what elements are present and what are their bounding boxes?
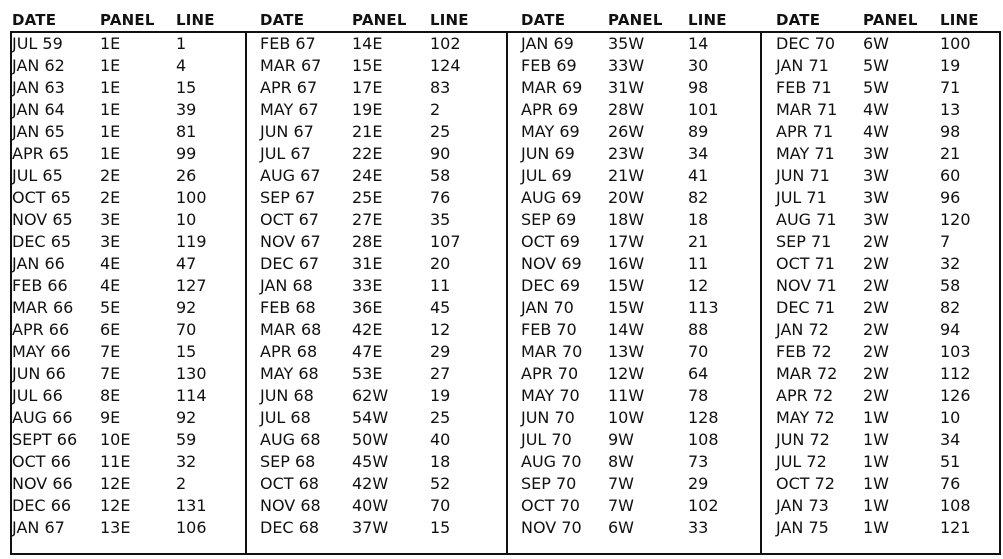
cell-line: 51	[940, 452, 961, 471]
cell-panel: 1W	[863, 452, 889, 471]
cell-panel: 33W	[608, 56, 645, 75]
cell-date: OCT 72	[776, 474, 835, 493]
cell-panel: 1W	[863, 474, 889, 493]
cell-panel: 4W	[863, 122, 889, 141]
cell-panel: 3W	[863, 188, 889, 207]
cell-date: SEP 68	[260, 452, 316, 471]
cell-date: SEP 69	[521, 210, 577, 229]
cell-panel: 1W	[863, 430, 889, 449]
cell-panel: 12E	[100, 474, 131, 493]
cell-line: 108	[688, 430, 719, 449]
cell-line: 102	[688, 496, 719, 515]
cell-date: JUN 66	[12, 364, 66, 383]
cell-date: JAN 63	[12, 78, 65, 97]
cell-line: 106	[176, 518, 207, 537]
cell-date: DEC 68	[260, 518, 320, 537]
cell-line: 40	[430, 430, 451, 449]
cell-date: APR 66	[12, 320, 70, 339]
cell-date: DEC 66	[12, 496, 72, 515]
cell-line: 13	[940, 100, 961, 119]
cell-line: 98	[940, 122, 961, 141]
cell-line: 21	[940, 144, 961, 163]
cell-line: 98	[688, 78, 709, 97]
cell-line: 121	[940, 518, 971, 537]
cell-date: AUG 67	[260, 166, 321, 185]
cell-line: 126	[940, 386, 971, 405]
cell-line: 113	[688, 298, 719, 317]
cell-date: FEB 72	[776, 342, 832, 361]
cell-line: 14	[688, 34, 709, 53]
cell-line: 127	[176, 276, 207, 295]
cell-date: MAR 67	[260, 56, 322, 75]
cell-panel: 22E	[352, 144, 383, 163]
cell-date: MAY 70	[521, 386, 580, 405]
cell-date: MAR 66	[12, 298, 74, 317]
cell-panel: 27E	[352, 210, 383, 229]
cell-date: JAN 66	[12, 254, 65, 273]
cell-date: NOV 71	[776, 276, 837, 295]
cell-line: 128	[688, 408, 719, 427]
cell-line: 2	[176, 474, 187, 493]
cell-date: NOV 67	[260, 232, 321, 251]
cell-date: JAN 67	[12, 518, 65, 537]
cell-line: 32	[176, 452, 197, 471]
cell-date: JAN 70	[521, 298, 574, 317]
cell-panel: 2W	[863, 232, 889, 251]
cell-panel: 3W	[863, 144, 889, 163]
cell-line: 29	[430, 342, 451, 361]
cell-date: AUG 71	[776, 210, 837, 229]
cell-panel: 15W	[608, 276, 645, 295]
cell-line: 124	[430, 56, 461, 75]
cell-panel: 8E	[100, 386, 121, 405]
cell-line: 34	[688, 144, 709, 163]
cell-line: 82	[940, 298, 961, 317]
cell-date: JUN 67	[260, 122, 314, 141]
cell-panel: 21W	[608, 166, 645, 185]
cell-line: 58	[430, 166, 451, 185]
cell-date: JAN 73	[776, 496, 829, 515]
cell-panel: 14E	[352, 34, 383, 53]
header-date: DATE	[12, 11, 57, 29]
cell-date: JUL 70	[521, 430, 572, 449]
cell-date: DEC 65	[12, 232, 72, 251]
cell-date: JUN 68	[260, 386, 314, 405]
cell-panel: 2E	[100, 166, 121, 185]
cell-panel: 19E	[352, 100, 383, 119]
cell-line: 15	[430, 518, 451, 537]
cell-panel: 1E	[100, 56, 121, 75]
cell-line: 101	[688, 100, 719, 119]
cell-line: 103	[940, 342, 971, 361]
cell-panel: 31W	[608, 78, 645, 97]
cell-panel: 9E	[100, 408, 121, 427]
cell-date: DEC 71	[776, 298, 836, 317]
cell-panel: 6E	[100, 320, 121, 339]
cell-date: MAR 72	[776, 364, 838, 383]
cell-line: 10	[940, 408, 961, 427]
cell-line: 25	[430, 122, 451, 141]
cell-line: 11	[430, 276, 451, 295]
cell-line: 100	[940, 34, 971, 53]
cell-panel: 6W	[863, 34, 889, 53]
cell-line: 21	[688, 232, 709, 251]
cell-line: 59	[176, 430, 197, 449]
cell-date: MAY 69	[521, 122, 580, 141]
cell-line: 18	[688, 210, 709, 229]
cell-panel: 21E	[352, 122, 383, 141]
cell-line: 29	[688, 474, 709, 493]
cell-panel: 42E	[352, 320, 383, 339]
cell-panel: 2W	[863, 276, 889, 295]
cell-line: 100	[176, 188, 207, 207]
cell-panel: 4E	[100, 254, 121, 273]
header-date: DATE	[776, 11, 821, 29]
cell-panel: 15W	[608, 298, 645, 317]
cell-date: MAY 67	[260, 100, 319, 119]
cell-line: 102	[430, 34, 461, 53]
cell-panel: 17E	[352, 78, 383, 97]
cell-date: JAN 75	[776, 518, 829, 537]
cell-date: JUL 69	[521, 166, 572, 185]
cell-panel: 1W	[863, 518, 889, 537]
cell-date: MAY 72	[776, 408, 835, 427]
header-line: LINE	[688, 11, 727, 29]
cell-panel: 47E	[352, 342, 383, 361]
cell-date: APR 69	[521, 100, 579, 119]
cell-date: SEPT 66	[12, 430, 78, 449]
cell-line: 12	[688, 276, 709, 295]
cell-date: MAR 69	[521, 78, 583, 97]
cell-date: JAN 64	[12, 100, 65, 119]
cell-panel: 17W	[608, 232, 645, 251]
cell-date: JAN 65	[12, 122, 65, 141]
cell-panel: 42W	[352, 474, 389, 493]
cell-line: 45	[430, 298, 451, 317]
cell-line: 15	[176, 78, 197, 97]
cell-line: 1	[176, 34, 187, 53]
cell-date: AUG 68	[260, 430, 321, 449]
cell-line: 26	[176, 166, 197, 185]
cell-date: FEB 67	[260, 34, 316, 53]
cell-panel: 2W	[863, 254, 889, 273]
cell-date: MAR 71	[776, 100, 838, 119]
cell-line: 82	[688, 188, 709, 207]
cell-date: SEP 67	[260, 188, 316, 207]
cell-line: 60	[940, 166, 961, 185]
cell-date: APR 67	[260, 78, 318, 97]
cell-panel: 5W	[863, 56, 889, 75]
cell-line: 12	[430, 320, 451, 339]
cell-panel: 53E	[352, 364, 383, 383]
cell-line: 131	[176, 496, 207, 515]
cell-date: OCT 66	[12, 452, 71, 471]
cell-panel: 1E	[100, 100, 121, 119]
cell-panel: 7W	[608, 474, 634, 493]
cell-line: 119	[176, 232, 207, 251]
cell-date: JUL 68	[260, 408, 311, 427]
cell-line: 70	[688, 342, 709, 361]
cell-panel: 4W	[863, 100, 889, 119]
cell-date: APR 71	[776, 122, 834, 141]
cell-panel: 26W	[608, 122, 645, 141]
cell-date: AUG 70	[521, 452, 582, 471]
cell-line: 32	[940, 254, 961, 273]
cell-date: AUG 69	[521, 188, 582, 207]
cell-date: FEB 68	[260, 298, 316, 317]
cell-panel: 5W	[863, 78, 889, 97]
cell-date: DEC 67	[260, 254, 320, 273]
cell-panel: 7E	[100, 364, 121, 383]
cell-date: SEP 70	[521, 474, 577, 493]
cell-panel: 35W	[608, 34, 645, 53]
cell-line: 70	[176, 320, 197, 339]
cell-panel: 1E	[100, 78, 121, 97]
cell-panel: 40W	[352, 496, 389, 515]
cell-line: 41	[688, 166, 709, 185]
cell-panel: 3W	[863, 166, 889, 185]
cell-date: NOV 68	[260, 496, 321, 515]
cell-panel: 15E	[352, 56, 383, 75]
cell-date: NOV 65	[12, 210, 73, 229]
header-date: DATE	[521, 11, 566, 29]
cell-date: JUN 72	[776, 430, 830, 449]
cell-line: 90	[430, 144, 451, 163]
cell-date: MAY 68	[260, 364, 319, 383]
cell-line: 114	[176, 386, 207, 405]
cell-panel: 45W	[352, 452, 389, 471]
cell-panel: 2W	[863, 364, 889, 383]
cell-date: JAN 69	[521, 34, 574, 53]
cell-panel: 50W	[352, 430, 389, 449]
cell-panel: 1W	[863, 408, 889, 427]
cell-line: 76	[940, 474, 961, 493]
cell-date: JUN 69	[521, 144, 575, 163]
cell-panel: 7E	[100, 342, 121, 361]
cell-panel: 1E	[100, 122, 121, 141]
cell-panel: 36E	[352, 298, 383, 317]
cell-date: SEP 71	[776, 232, 832, 251]
cell-panel: 33E	[352, 276, 383, 295]
cell-line: 71	[940, 78, 961, 97]
cell-line: 7	[940, 232, 951, 251]
cell-panel: 2W	[863, 320, 889, 339]
cell-panel: 6W	[608, 518, 634, 537]
cell-panel: 7W	[608, 496, 634, 515]
cell-panel: 1E	[100, 34, 121, 53]
cell-line: 58	[940, 276, 961, 295]
cell-line: 99	[176, 144, 197, 163]
cell-date: JAN 68	[260, 276, 313, 295]
cell-date: APR 70	[521, 364, 579, 383]
cell-line: 83	[430, 78, 451, 97]
cell-panel: 14W	[608, 320, 645, 339]
cell-panel: 3W	[863, 210, 889, 229]
cell-panel: 13E	[100, 518, 131, 537]
cell-date: APR 68	[260, 342, 318, 361]
cell-line: 107	[430, 232, 461, 251]
cell-date: NOV 69	[521, 254, 582, 273]
cell-panel: 1W	[863, 496, 889, 515]
cell-date: MAR 68	[260, 320, 322, 339]
cell-panel: 20W	[608, 188, 645, 207]
cell-date: APR 72	[776, 386, 834, 405]
cell-line: 73	[688, 452, 709, 471]
cell-date: DEC 69	[521, 276, 581, 295]
cell-date: OCT 67	[260, 210, 319, 229]
cell-line: 39	[176, 100, 197, 119]
cell-line: 33	[688, 518, 709, 537]
header-date: DATE	[260, 11, 305, 29]
cell-line: 112	[940, 364, 971, 383]
cell-line: 19	[940, 56, 961, 75]
cell-panel: 16W	[608, 254, 645, 273]
cell-line: 35	[430, 210, 451, 229]
cell-panel: 12W	[608, 364, 645, 383]
cell-line: 108	[940, 496, 971, 515]
cell-line: 30	[688, 56, 709, 75]
header-panel: PANEL	[100, 11, 155, 29]
header-line: LINE	[176, 11, 215, 29]
cell-date: OCT 69	[521, 232, 580, 251]
cell-date: MAR 70	[521, 342, 583, 361]
cell-date: OCT 65	[12, 188, 71, 207]
cell-line: 47	[176, 254, 197, 273]
cell-date: MAY 66	[12, 342, 71, 361]
cell-line: 88	[688, 320, 709, 339]
header-line: LINE	[940, 11, 979, 29]
cell-line: 4	[176, 56, 187, 75]
cell-panel: 11W	[608, 386, 645, 405]
cell-panel: 2W	[863, 386, 889, 405]
cell-panel: 31E	[352, 254, 383, 273]
cell-panel: 24E	[352, 166, 383, 185]
cell-date: JAN 71	[776, 56, 829, 75]
header-panel: PANEL	[863, 11, 918, 29]
cell-panel: 18W	[608, 210, 645, 229]
cell-date: JAN 62	[12, 56, 65, 75]
cell-line: 120	[940, 210, 971, 229]
cell-line: 11	[688, 254, 709, 273]
cell-line: 76	[430, 188, 451, 207]
cell-line: 94	[940, 320, 961, 339]
cell-line: 89	[688, 122, 709, 141]
cell-date: OCT 71	[776, 254, 835, 273]
cell-panel: 3E	[100, 232, 121, 251]
cell-date: JUL 65	[12, 166, 63, 185]
cell-line: 27	[430, 364, 451, 383]
cell-date: DEC 70	[776, 34, 836, 53]
cell-line: 130	[176, 364, 207, 383]
cell-line: 10	[176, 210, 197, 229]
cell-panel: 2W	[863, 298, 889, 317]
cell-panel: 13W	[608, 342, 645, 361]
cell-date: JUN 70	[521, 408, 575, 427]
cell-panel: 10W	[608, 408, 645, 427]
cell-date: JUL 71	[776, 188, 827, 207]
cell-panel: 62W	[352, 386, 389, 405]
cell-line: 81	[176, 122, 197, 141]
header-panel: PANEL	[352, 11, 407, 29]
cell-date: JUN 71	[776, 166, 830, 185]
cell-line: 25	[430, 408, 451, 427]
cell-panel: 28E	[352, 232, 383, 251]
cell-line: 19	[430, 386, 451, 405]
cell-date: FEB 70	[521, 320, 577, 339]
cell-panel: 28W	[608, 100, 645, 119]
cell-date: JUL 66	[12, 386, 63, 405]
cell-date: MAY 71	[776, 144, 835, 163]
cell-line: 15	[176, 342, 197, 361]
cell-date: FEB 66	[12, 276, 68, 295]
cell-panel: 3E	[100, 210, 121, 229]
cell-panel: 8W	[608, 452, 634, 471]
cell-date: JUL 67	[260, 144, 311, 163]
cell-panel: 4E	[100, 276, 121, 295]
cell-panel: 25E	[352, 188, 383, 207]
cell-line: 34	[940, 430, 961, 449]
cell-date: NOV 66	[12, 474, 73, 493]
cell-line: 70	[430, 496, 451, 515]
cell-panel: 1E	[100, 144, 121, 163]
cell-date: NOV 70	[521, 518, 582, 537]
cell-panel: 23W	[608, 144, 645, 163]
cell-line: 92	[176, 408, 197, 427]
cell-date: FEB 71	[776, 78, 832, 97]
cell-line: 78	[688, 386, 709, 405]
cell-line: 18	[430, 452, 451, 471]
cell-date: JUL 59	[12, 34, 63, 53]
header-line: LINE	[430, 11, 469, 29]
header-panel: PANEL	[608, 11, 663, 29]
cell-panel: 9W	[608, 430, 634, 449]
cell-panel: 10E	[100, 430, 131, 449]
cell-panel: 37W	[352, 518, 389, 537]
cell-line: 52	[430, 474, 451, 493]
cell-panel: 54W	[352, 408, 389, 427]
cell-panel: 12E	[100, 496, 131, 515]
cell-line: 20	[430, 254, 451, 273]
cell-panel: 2W	[863, 342, 889, 361]
cell-date: OCT 68	[260, 474, 319, 493]
cell-date: JAN 72	[776, 320, 829, 339]
cell-panel: 11E	[100, 452, 131, 471]
cell-line: 96	[940, 188, 961, 207]
cell-date: APR 65	[12, 144, 70, 163]
cell-date: FEB 69	[521, 56, 577, 75]
cell-line: 92	[176, 298, 197, 317]
cell-panel: 5E	[100, 298, 121, 317]
cell-line: 2	[430, 100, 441, 119]
cell-date: AUG 66	[12, 408, 73, 427]
cell-date: OCT 70	[521, 496, 580, 515]
cell-panel: 2E	[100, 188, 121, 207]
cell-date: JUL 72	[776, 452, 827, 471]
cell-line: 64	[688, 364, 709, 383]
